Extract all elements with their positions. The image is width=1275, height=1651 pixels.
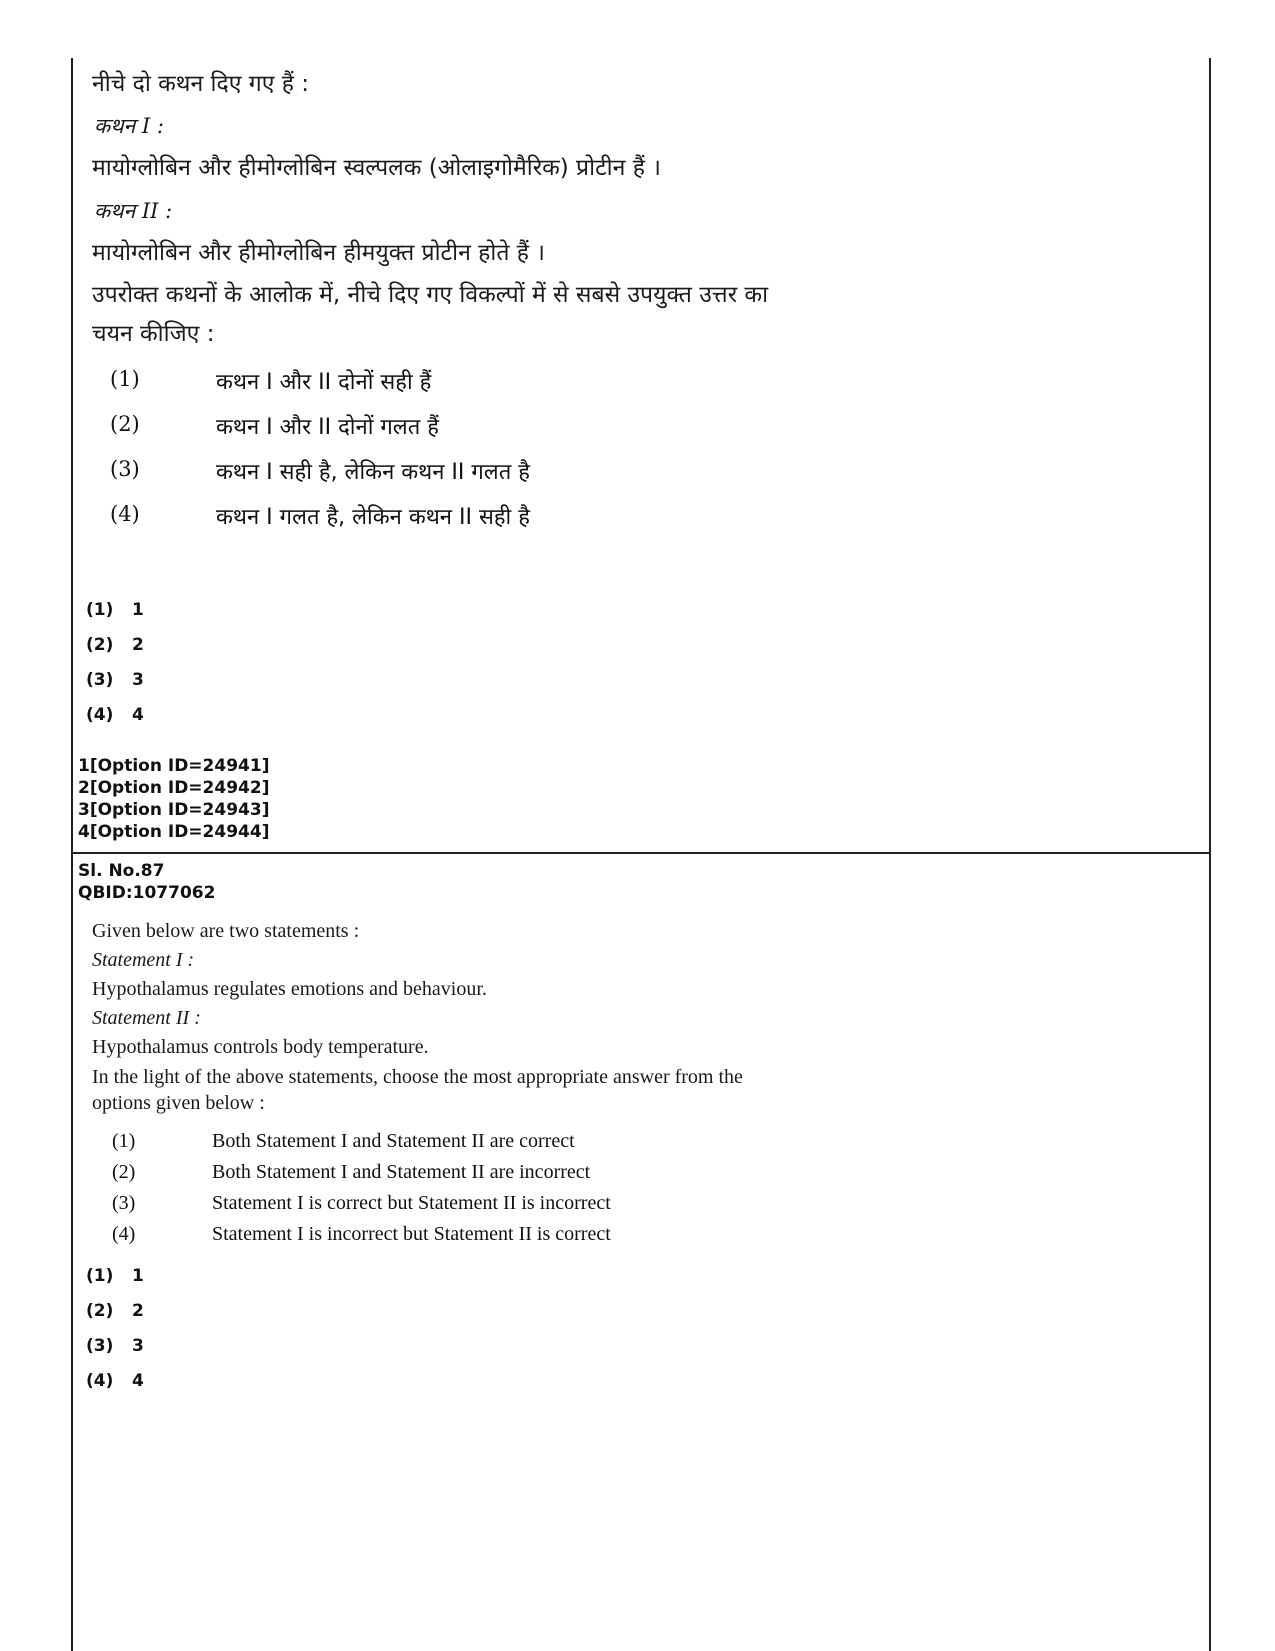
question-meta <box>78 860 215 904</box>
answer-choice-value: 3 <box>132 1336 144 1356</box>
answer-choice-number: (3) <box>86 1336 114 1356</box>
option-id-list <box>78 755 269 843</box>
hindi-option-text: कथन I और II दोनों गलत हैं <box>216 415 439 440</box>
hindi-option-number: (2) <box>110 412 140 436</box>
option-id: 4[Option ID=24944] <box>78 822 270 842</box>
answer-choice-value: 2 <box>132 635 144 655</box>
answer-choice[interactable] <box>86 1266 144 1286</box>
answer-choice-value: 4 <box>132 1371 144 1391</box>
answer-choice-number: (1) <box>86 1266 114 1286</box>
answer-choice[interactable] <box>86 600 144 620</box>
english-option-number: (3) <box>112 1192 136 1214</box>
option-id: 1[Option ID=24941] <box>78 756 270 776</box>
answer-choice[interactable] <box>86 1371 144 1391</box>
hindi-option-text: कथन I गलत है, लेकिन कथन II सही है <box>216 505 530 530</box>
hindi-option-number: (4) <box>110 502 140 526</box>
answer-choice-value: 4 <box>132 705 144 725</box>
english-option-text: Both Statement I and Statement II are incorrect <box>212 1161 591 1183</box>
hindi-instruction-line1: उपरोक्त कथनों के आलोक में, नीचे दिए गए विकल्पों में से सबसे उपयुक्त उत्तर का <box>92 282 769 308</box>
english-statement2-text: Hypothalamus controls body temperature. <box>92 1036 429 1058</box>
answer-choice-value: 1 <box>132 600 144 620</box>
hindi-intro: नीचे दो कथन दिए गए हैं : <box>92 71 310 97</box>
answer-choice-number: (4) <box>86 705 114 725</box>
english-option-number: (2) <box>112 1161 136 1183</box>
answer-choice-number: (2) <box>86 1301 114 1321</box>
answer-choice-number: (4) <box>86 1371 114 1391</box>
answer-choice[interactable] <box>86 635 144 655</box>
english-option-number: (4) <box>112 1223 136 1245</box>
serial-number: Sl. No.87 <box>78 861 165 881</box>
answer-choice[interactable] <box>86 1301 144 1321</box>
english-statement2-label: Statement II : <box>92 1007 201 1029</box>
qbid: QBID:1077062 <box>78 883 216 903</box>
hindi-statement2-text: मायोग्लोबिन और हीमोग्लोबिन हीमयुक्त प्रोटीन होते हैं । <box>92 240 546 266</box>
right-border-line <box>1209 58 1211 1651</box>
hindi-option-text: कथन I सही है, लेकिन कथन II गलत है <box>216 460 530 485</box>
english-option-text: Both Statement I and Statement II are correct <box>212 1130 575 1152</box>
english-option-text: Statement I is incorrect but Statement II is correct <box>212 1223 611 1245</box>
english-instruction-line1: In the light of the above statements, choose the most appropriate answer from the <box>92 1066 743 1088</box>
hindi-option-text: कथन I और II दोनों सही हैं <box>216 370 432 395</box>
option-id: 2[Option ID=24942] <box>78 778 270 798</box>
question-divider-line <box>71 852 1211 854</box>
answer-choice[interactable] <box>86 705 144 725</box>
english-option-number: (1) <box>112 1130 136 1152</box>
answer-choice-value: 1 <box>132 1266 144 1286</box>
answer-choice-value: 2 <box>132 1301 144 1321</box>
answer-choice-number: (3) <box>86 670 114 690</box>
answer-choice[interactable] <box>86 1336 144 1356</box>
answer-choice-number: (2) <box>86 635 114 655</box>
hindi-statement2-label: कथन II : <box>94 199 173 223</box>
english-statement1-label: Statement I : <box>92 949 195 971</box>
english-option-text: Statement I is correct but Statement II is incorrect <box>212 1192 611 1214</box>
hindi-statement1-label: कथन I : <box>94 114 164 138</box>
answer-choice-value: 3 <box>132 670 144 690</box>
answer-choice-number: (1) <box>86 600 114 620</box>
left-border-line <box>71 58 73 1651</box>
hindi-option-number: (3) <box>110 457 140 481</box>
english-statement1-text: Hypothalamus regulates emotions and behaviour. <box>92 978 487 1000</box>
option-id: 3[Option ID=24943] <box>78 800 270 820</box>
hindi-instruction-line2: चयन कीजिए : <box>92 321 215 347</box>
hindi-option-number: (1) <box>110 367 140 391</box>
english-instruction-line2: options given below : <box>92 1092 265 1114</box>
hindi-statement1-text: मायोग्लोबिन और हीमोग्लोबिन स्वल्पलक (ओलाइगोमैरिक) प्रोटीन हैं । <box>92 155 661 181</box>
english-intro: Given below are two statements : <box>92 920 360 942</box>
answer-choice[interactable] <box>86 670 144 690</box>
